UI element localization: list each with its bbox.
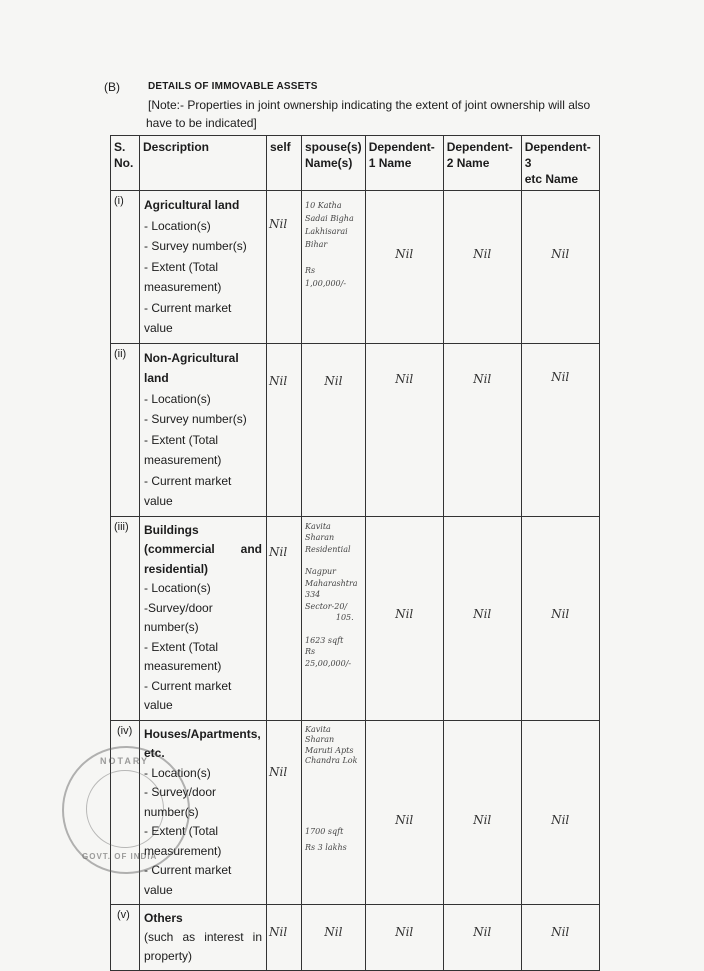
- row-sno: (v): [111, 905, 140, 971]
- header-spouse: spouse(s) Name(s): [302, 136, 366, 191]
- row-dependent-3: Nil: [521, 720, 599, 905]
- row-spouse: Nil: [302, 343, 366, 516]
- row-spouse: Kavita Sharan Maruti Apts Chandra Lok 1700 sqft Rs 3 lakhs: [302, 720, 366, 905]
- row-sno: (iv): [111, 720, 140, 905]
- row-dependent-2: Nil: [443, 516, 521, 720]
- row-description: Buildings (commercial and residential) - Location(s) -Survey/door number(s) - Extent (Total measurement) - Current market value: [140, 516, 267, 720]
- row-self: Nil: [267, 905, 302, 971]
- row-dependent-3: Nil: [521, 343, 599, 516]
- row-dependent-3: Nil: [521, 191, 599, 344]
- header-dependent-3: Dependent-3 etc Name: [521, 136, 599, 191]
- row-description: Agricultural land - Location(s) - Survey number(s) - Extent (Total measurement) - Current market value: [140, 191, 267, 344]
- row-dependent-2: Nil: [443, 905, 521, 971]
- table-row: [111, 516, 600, 720]
- table-row: [111, 191, 600, 344]
- row-self: Nil: [267, 343, 302, 516]
- row-sno: (i): [111, 191, 140, 344]
- row-description: Non-Agricultural land - Location(s) - Survey number(s) - Extent (Total measurement) - Current market value: [140, 343, 267, 516]
- notary-stamp-inner-ring: [86, 770, 164, 848]
- row-dependent-2: Nil: [443, 343, 521, 516]
- row-spouse: Kavita Sharan Residential Nagpur Maharashtra 334 Sector-20/ 105. 1623 sqft Rs 25,00,000/-: [302, 516, 366, 720]
- row-description: Houses/Apartments, etc. - Location(s) - Survey/door number(s) - Extent (Total measurement) - Current market value: [140, 720, 267, 905]
- header-dependent-2: Dependent- 2 Name: [443, 136, 521, 191]
- row-dependent-1: Nil: [365, 343, 443, 516]
- notary-stamp-bottom-text: GOVT. OF INDIA: [82, 852, 158, 861]
- immovable-assets-table: [110, 135, 600, 971]
- row-sno: (iii): [111, 516, 140, 720]
- header-description: Description: [140, 136, 267, 191]
- row-dependent-1: Nil: [365, 905, 443, 971]
- row-dependent-3: Nil: [521, 905, 599, 971]
- row-dependent-3: Nil: [521, 516, 599, 720]
- section-label: (B): [104, 80, 120, 94]
- table-row: [111, 905, 600, 971]
- note-line-1: [Note:- Properties in joint ownership indicating the extent of joint ownership will also: [148, 98, 591, 112]
- section-title: DETAILS OF IMMOVABLE ASSETS: [148, 81, 318, 92]
- header-row: [111, 136, 600, 191]
- notary-stamp: [62, 746, 190, 874]
- header-sno: S. No.: [111, 136, 140, 191]
- row-self: Nil: [267, 516, 302, 720]
- row-spouse: 10 Katha Sadai Bigha Lakhisarai Bihar Rs 1,00,000/-: [302, 191, 366, 344]
- row-dependent-1: Nil: [365, 516, 443, 720]
- row-dependent-1: Nil: [365, 720, 443, 905]
- row-dependent-2: Nil: [443, 720, 521, 905]
- header-self: self: [267, 136, 302, 191]
- row-self: Nil: [267, 191, 302, 344]
- row-dependent-2: Nil: [443, 191, 521, 344]
- row-description: Others (such as interest in property): [140, 905, 267, 971]
- table-row: [111, 343, 600, 516]
- row-dependent-1: Nil: [365, 191, 443, 344]
- row-spouse: Nil: [302, 905, 366, 971]
- note-line-2: have to be indicated]: [146, 116, 257, 130]
- row-self: Nil: [267, 720, 302, 905]
- notary-stamp-top-text: NOTARY: [100, 756, 149, 766]
- row-sno: (ii): [111, 343, 140, 516]
- header-dependent-1: Dependent- 1 Name: [365, 136, 443, 191]
